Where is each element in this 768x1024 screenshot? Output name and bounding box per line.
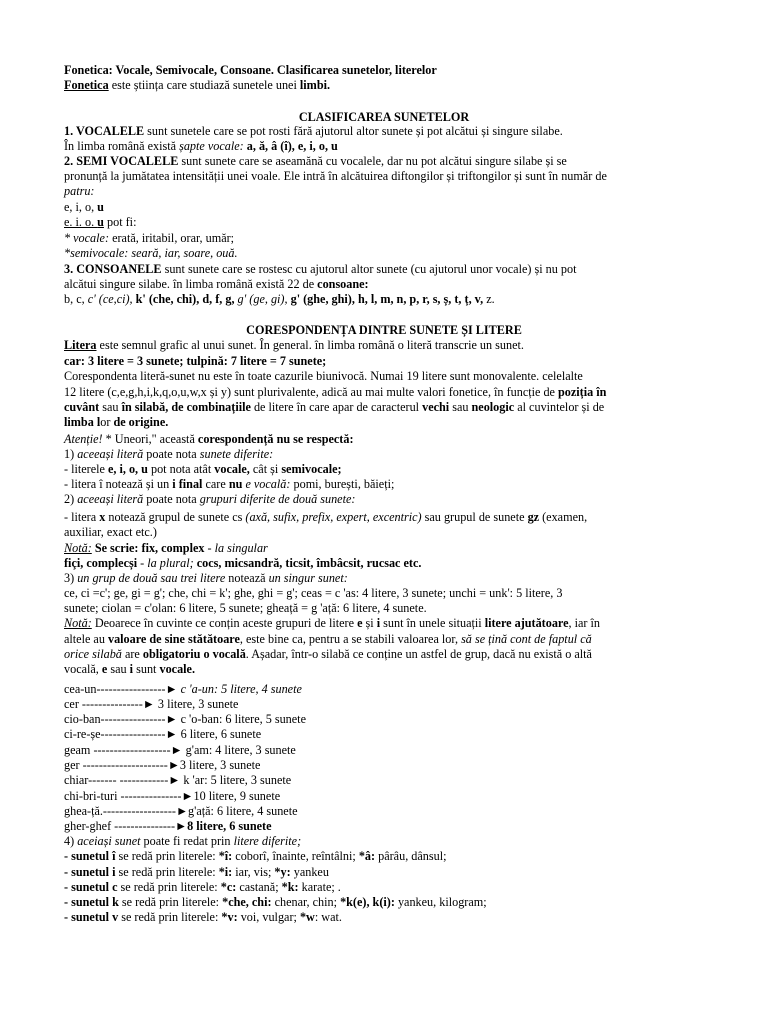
consoane-line-1 [64, 262, 768, 276]
example-row [64, 743, 768, 757]
text: z. [486, 292, 495, 306]
text: : wat. [314, 910, 342, 924]
doc-intro [64, 78, 768, 92]
text-bold: Se scrie: fix, complex [91, 541, 205, 555]
text: castană; [236, 880, 282, 894]
example-row [64, 773, 768, 787]
vocale-line-2 [64, 139, 768, 153]
text: erată, iritabil, orar, umăr; [112, 231, 235, 245]
example-result: c 'o-ban: 6 litere, 5 sunete [177, 712, 306, 726]
example-result: g'ață: 6 litere, 4 sunete [188, 804, 298, 818]
text: - [137, 556, 148, 570]
text: - literele [64, 462, 108, 476]
text: pot fi: [103, 215, 137, 229]
text: karate; . [298, 880, 341, 894]
text: altele au [64, 632, 108, 646]
text: notează [225, 571, 269, 585]
section-heading-clasificarea [0, 110, 768, 124]
semivocale-pot-fi [64, 215, 768, 229]
text: se redă prin literele: [118, 910, 222, 924]
paragraph-line [64, 400, 768, 414]
text: ce, ci =c'; ge, gi = g'; che, chi = k'; ghe, ghi = g'; ceas = c 'as: 4 litere, 3 sunete; unchi = unk': 5 litere, 3 [64, 586, 563, 600]
text: al cuvintelor și de [514, 400, 605, 414]
semivocale-line-2 [64, 169, 768, 183]
text-italic: * vocale: [64, 231, 113, 245]
text: , este bine ca, pentru a se stabili valoarea lor, [239, 632, 462, 646]
text: de litere în care apar de caracterul [250, 400, 423, 414]
text: b, c, [64, 292, 88, 306]
rule-1-b [64, 477, 768, 491]
text: poate nota [143, 492, 200, 506]
consoane-text: sunt sunete care se rostesc cu ajutorul altor sunete (cu ajutorul unor vocale) și nu pot [161, 262, 577, 276]
rule-1-a [64, 462, 768, 476]
example-word: chiar------- ------------► [64, 773, 181, 787]
text: - [204, 541, 215, 555]
paragraph-line [64, 415, 768, 429]
semivocale-list [64, 200, 768, 214]
text: chenar, chin; [271, 895, 341, 909]
text: pronunță la jumătatea intensității unei voale. Ele intră în alcătuirea diftongilor și triftongilor și sunt în număr de [64, 169, 607, 183]
text-bold: e [101, 662, 108, 676]
rule-2-a-cont [64, 525, 768, 539]
text: sau [99, 400, 122, 414]
text-italic-underlined: Notă: [64, 616, 92, 630]
sound-row [64, 865, 768, 879]
text-bold: neologic [471, 400, 515, 414]
example-result: 8 litere, 6 sunete [187, 819, 272, 833]
sound-label: - sunetul v [64, 910, 119, 924]
text: 12 litere (c,e,g,h,i,k,q,o,u,w,x și y) sunt plurivalente, adică au mai multe valori fonetice, în funcție de [64, 385, 559, 399]
vocale-text: sunt sunetele care se pot rosti fără ajutorul altor sunete și pot alcătui și singure silabe. [144, 124, 563, 138]
text: 3) [64, 571, 78, 585]
example-row [64, 712, 768, 726]
text-italic: grupuri diferite de două sunete: [199, 492, 356, 506]
text-italic: un singur sunet: [268, 571, 348, 585]
text-bold: *â: [358, 849, 376, 863]
example-row [64, 697, 768, 711]
text-italic: g' (ge, gi), [237, 292, 288, 306]
text-bold: vocale, [214, 462, 250, 476]
example-word: cea-un-----------------► [64, 682, 178, 696]
text: poate fi redat prin [140, 834, 234, 848]
text: poate nota [143, 447, 200, 461]
text: 2) [64, 492, 78, 506]
example-row [64, 819, 768, 833]
text: patru: [64, 184, 95, 198]
text-bold: *î: [218, 849, 233, 863]
text: e, i, o, [64, 200, 98, 214]
example-word: ger ---------------------► [64, 758, 180, 772]
text-bold: gz [527, 510, 540, 524]
text: sau grupul de sunete [421, 510, 528, 524]
nota-paragraph [64, 616, 768, 630]
text-bold: în silabă, de combinațiile [121, 400, 251, 414]
rule-3-examples [64, 586, 768, 600]
text: Deoarece în cuvinte ce conțin aceste grupuri de litere [91, 616, 358, 630]
example-word: chi-bri-turi ---------------► [64, 789, 194, 803]
sound-label: - sunetul c [64, 880, 118, 894]
term-litera: Litera [64, 338, 97, 352]
text-italic-underlined: Notă: [64, 541, 92, 555]
example-word: cio-ban----------------► [64, 712, 178, 726]
text: pârâu, dânsul; [375, 849, 447, 863]
text: sau [107, 662, 130, 676]
text: vocală, [64, 662, 102, 676]
term-fonetica: Fonetica [64, 78, 109, 92]
text-bold: consoane: [317, 277, 369, 291]
text: - litera [64, 510, 100, 524]
text: se redă prin literele: [118, 895, 223, 909]
text-bold: *i: [218, 865, 233, 879]
text: Corespondenta literă-sunet nu este în toate cazurile biunivocă. Numai 19 litere sunt monovalente. celelalte [64, 369, 583, 383]
text-italic: la plural; [147, 556, 194, 570]
example-word: cer ---------------► [64, 697, 155, 711]
text-italic: *semivocale: [64, 246, 129, 260]
text-italic: un grup de două sau trei litere [77, 571, 226, 585]
rule-3 [64, 571, 768, 585]
text-bold: corespondență nu se respectă: [197, 432, 354, 446]
text: 4) [64, 834, 78, 848]
example-row [64, 682, 768, 696]
text: și [362, 616, 377, 630]
text: . Așadar, într-o silabă ce conține un astfel de grup, dacă nu există o altă [245, 647, 592, 661]
section-heading-text: CLASIFICAREA SUNETELOR [298, 110, 470, 124]
sound-row [64, 880, 768, 894]
example-word: geam -------------------► [64, 743, 183, 757]
text-bold: obligatoriu o vocală [142, 647, 246, 661]
intro-end: limbi. [299, 78, 331, 92]
text: yankeu, kilogram; [394, 895, 487, 909]
text: pomi, burești, băieți; [290, 477, 395, 491]
text: - litera î notează și un [64, 477, 173, 491]
text-bold: de origine. [113, 415, 169, 429]
text-bold-underlined: u [97, 215, 104, 229]
vocale-label: 1. VOCALELE [64, 124, 145, 138]
text-bold: semivocale; [281, 462, 342, 476]
example-semivocale [64, 246, 768, 260]
doc-title-text: Fonetica: Vocale, Semivocale, Consoane. Clasificarea sunetelor, literelor [64, 63, 437, 77]
text-italic: aceeași literă [77, 447, 144, 461]
text-bold: cuvânt [64, 400, 100, 414]
text-bold: e [357, 616, 363, 630]
text-bold: *c: [220, 880, 237, 894]
text: În limba română există [64, 139, 180, 153]
text-italic: aceeași literă [77, 492, 144, 506]
text: , iar în [568, 616, 601, 630]
text-italic: c' (ce,ci), [87, 292, 133, 306]
text-bold: vocale. [159, 662, 196, 676]
sound-row [64, 895, 768, 909]
example-result: 6 litere, 6 sunete [177, 727, 262, 741]
semivocale-text: sunt sunete care se aseamănă cu vocalele, dar nu pot alcătui singure silabe și se [178, 154, 567, 168]
text: care [202, 477, 229, 491]
section-heading-corespondenta [0, 323, 768, 337]
text: (examen, [539, 510, 588, 524]
text-bold: *v: [221, 910, 238, 924]
example-car-tulpina [64, 354, 768, 368]
text-bold: i final [172, 477, 203, 491]
text-bold: fiçi, complecși [64, 556, 138, 570]
text-bold: g' (ghe, ghi), h, l, m, n, p, r, s, ș, t, ț, v, [287, 292, 487, 306]
example-result: 3 litere, 3 sunete [179, 758, 261, 772]
text: sunt în unele situații [380, 616, 485, 630]
text: alcătui singure silabe. în limba română există 22 de [64, 277, 318, 291]
text: sunete; ciolan = c'olan: 6 litere, 5 sunete; gheață = g 'ață: 6 litere, 4 sunete. [64, 601, 427, 615]
text-bold: *k(e), k(i): [340, 895, 395, 909]
paragraph-line [64, 385, 768, 399]
text-italic: sunete diferite: [199, 447, 274, 461]
nota-paragraph [64, 647, 768, 661]
text-bold: cocs, micsandră, ticsit, îmbâcsit, rucsac etc. [193, 556, 422, 570]
text: iar, vis; [232, 865, 275, 879]
text: car: 3 litere = 3 sunete; tulpină: 7 litere = 7 sunete; [64, 354, 327, 368]
text-bold: *k: [281, 880, 299, 894]
text: pot nota atât [147, 462, 215, 476]
text-bold: poziția în [558, 385, 607, 399]
text-bold: nu [228, 477, 243, 491]
text-italic: seară, iar, soare, ouă. [128, 246, 238, 260]
text-bold: u [97, 200, 104, 214]
semivocale-line-3 [64, 184, 768, 198]
text-bold: vechi [422, 400, 450, 414]
text-bold: i [129, 662, 134, 676]
text: se redă prin literele: [117, 880, 221, 894]
nota-se-scrie [64, 541, 768, 555]
text-bold: limba l [64, 415, 101, 429]
nota-plural [64, 556, 768, 570]
text-bold: x [99, 510, 106, 524]
text: or [100, 415, 114, 429]
text-bold: *che, chi: [222, 895, 272, 909]
text: se redă prin literele: [115, 849, 219, 863]
vocale-line-1 [64, 124, 768, 138]
sound-row [64, 849, 768, 863]
nota-paragraph [64, 662, 768, 676]
text: coborî, înainte, reîntâlni; [232, 849, 359, 863]
text: yankeu [290, 865, 329, 879]
rule-1 [64, 447, 768, 461]
rule-4 [64, 834, 768, 848]
example-result: k 'ar: 5 litere, 3 sunete [180, 773, 292, 787]
paragraph-line [64, 369, 768, 383]
text-italic: litere diferite; [233, 834, 302, 848]
text-italic: să se țină cont de faptul că [461, 632, 592, 646]
sound-label: - sunetul i [64, 865, 116, 879]
text-italic: Atenție! [64, 432, 103, 446]
consoane-label: 3. CONSOANELE [64, 262, 162, 276]
intro-text: este știința care studiază sunetele unei [108, 78, 300, 92]
semivocale-label: 2. SEMI VOCALELE [64, 154, 179, 168]
example-row [64, 758, 768, 772]
text: voi, vulgar; [237, 910, 300, 924]
sound-row [64, 910, 768, 924]
text-bold: k' (che, chi), d, f, g, [132, 292, 238, 306]
example-row [64, 727, 768, 741]
text-italic: e vocală: [242, 477, 291, 491]
text-italic: orice silabă [64, 647, 122, 661]
atentie-line [64, 432, 768, 446]
text: are [121, 647, 143, 661]
text: auxiliar, exact etc.) [64, 525, 157, 539]
text-italic: șapte vocale: [179, 139, 244, 153]
doc-title [64, 63, 768, 77]
text: 1) [64, 447, 78, 461]
text: sunt [133, 662, 160, 676]
example-word: gher-ghef ---------------► [64, 819, 188, 833]
example-result: 10 litere, 9 sunete [193, 789, 281, 803]
section-heading-text: CORESPONDENȚA DINTRE SUNETE ȘI LITERE [246, 323, 522, 337]
text-underlined: e. i. o. [64, 215, 98, 229]
text: este semnul grafic al unui sunet. În general. în limba română o literă transcrie un sunet. [96, 338, 524, 352]
example-result: 3 litere, 3 sunete [154, 697, 239, 711]
text: cât și [249, 462, 282, 476]
text-bold: valoare de sine stătătoare [107, 632, 240, 646]
example-word: ci-re-șe----------------► [64, 727, 178, 741]
text: notează grupul de sunete cs [105, 510, 246, 524]
text: * Uneori," această [102, 432, 198, 446]
nota-paragraph [64, 632, 768, 646]
text-bold: litere ajutătoare [484, 616, 569, 630]
text: se redă prin literele: [115, 865, 219, 879]
rule-3-examples-cont [64, 601, 768, 615]
sound-label: - sunetul î [64, 849, 116, 863]
text-italic: la singular [214, 541, 268, 555]
text-bold: i [376, 616, 381, 630]
text-bold: *w [299, 910, 315, 924]
example-row [64, 804, 768, 818]
semivocale-line-1 [64, 154, 768, 168]
example-vocale [64, 231, 768, 245]
example-result: c 'a-un: 5 litere, 4 sunete [177, 682, 302, 696]
rule-2-a [64, 510, 768, 524]
litera-definition [64, 338, 768, 352]
example-result: g'am: 4 litere, 3 sunete [182, 743, 296, 757]
text-bold: *y: [274, 865, 291, 879]
text-bold: e, i, o, u [107, 462, 148, 476]
text-italic: (axă, sufix, prefix, expert, excentric) [245, 510, 422, 524]
rule-2 [64, 492, 768, 506]
text: sau [449, 400, 472, 414]
example-word: ghea-ță.------------------► [64, 804, 189, 818]
consoane-list [64, 292, 768, 306]
sound-label: - sunetul k [64, 895, 119, 909]
text-italic: aceiași sunet [77, 834, 141, 848]
consoane-line-2 [64, 277, 768, 291]
vowel-list: a, ă, â (î), e, i, o, u [243, 139, 338, 153]
example-row [64, 789, 768, 803]
